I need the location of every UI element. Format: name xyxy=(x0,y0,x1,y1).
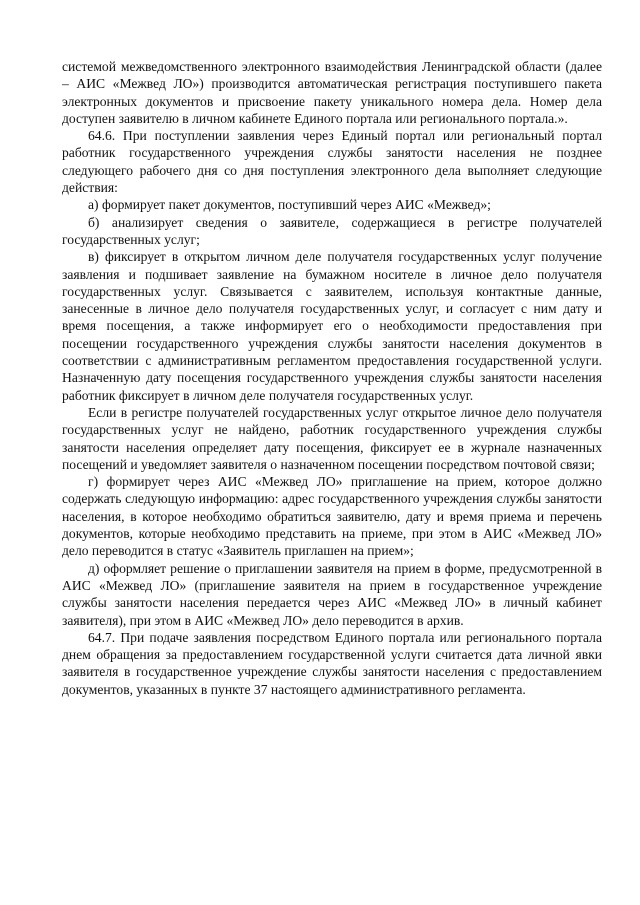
paragraph-64-6: 64.6. При поступлении заявления через Единый портал или региональный портал работник государственного учреждения службы занятости населения не позднее следующего рабочего дня со дня поступления электронного дела выполняет следующие действия: xyxy=(62,128,602,196)
list-item-v: в) фиксирует в открытом личном деле получателя государственных услуг получение заявления и подшивает заявление на бумажном носителе в личное дело получателя государственных услуг. Связывается с заявителем, используя контактные данные, занесенные в личное дело получателя государственных услуг, и согласует с ним дату и время посещения, а также информирует его о необходимости предоставления при посещении государственного учреждения службы занятости населения документов в соответствии с административным регламентом предоставления государственной услуги. Назначенную дату посещения государственного учреждения службы занятости населения работник фиксирует в личном деле получателя государственных услуг. xyxy=(62,249,602,403)
paragraph-registry-not-found: Если в регистре получателей государственных услуг открытое личное дело получателя государственных услуг не найдено, работник государственного учреждения службы занятости населения определяет дату посещения, фиксирует ее в журнале назначенных посещений и уведомляет заявителя о назначенном посещении посредством почтовой связи; xyxy=(62,404,602,472)
list-item-g: г) формирует через АИС «Межвед ЛО» приглашение на прием, которое должно содержать следующую информацию: адрес государственного учреждения службы занятости населения, в которое необходимо обратиться заявителю, дату и время приема и перечень документов, которые необходимо представить на приеме, при этом в АИС «Межвед ЛО» дело переводится в статус «Заявитель приглашен на прием»; xyxy=(62,474,602,559)
document-page xyxy=(62,58,602,698)
paragraph-1-continuation: системой межведомственного электронного взаимодействия Ленинградской области (далее – АИС «Межвед ЛО») производится автоматическая регистрация поступившего пакета электронных документов и присвоение пакету уникального номера дела. Номер дела доступен заявителю в личном кабинете Единого портала или регионального портала.». xyxy=(62,59,602,126)
list-item-b: б) анализирует сведения о заявителе, содержащиеся в регистре получателей государственных услуг; xyxy=(62,214,602,247)
paragraph-64-7: 64.7. При подаче заявления посредством Единого портала или регионального портала днем обращения за предоставлением государственной услуги считается дата личной явки заявителя в государственное учреждение службы занятости населения с предоставлением документов, указанных в пункте 37 настоящего административного регламента. xyxy=(62,629,602,697)
list-item-d: д) оформляет решение о приглашении заявителя на прием в форме, предусмотренной в АИС «Межвед ЛО» (приглашение заявителя на прием в государственное учреждение службы занятости населения передается через АИС «Межвед ЛО» в личный кабинет заявителя), при этом в АИС «Межвед ЛО» дело переводится в архив. xyxy=(62,560,602,628)
list-item-a: а) формирует пакет документов, поступивший через АИС «Межвед»; xyxy=(88,197,491,213)
